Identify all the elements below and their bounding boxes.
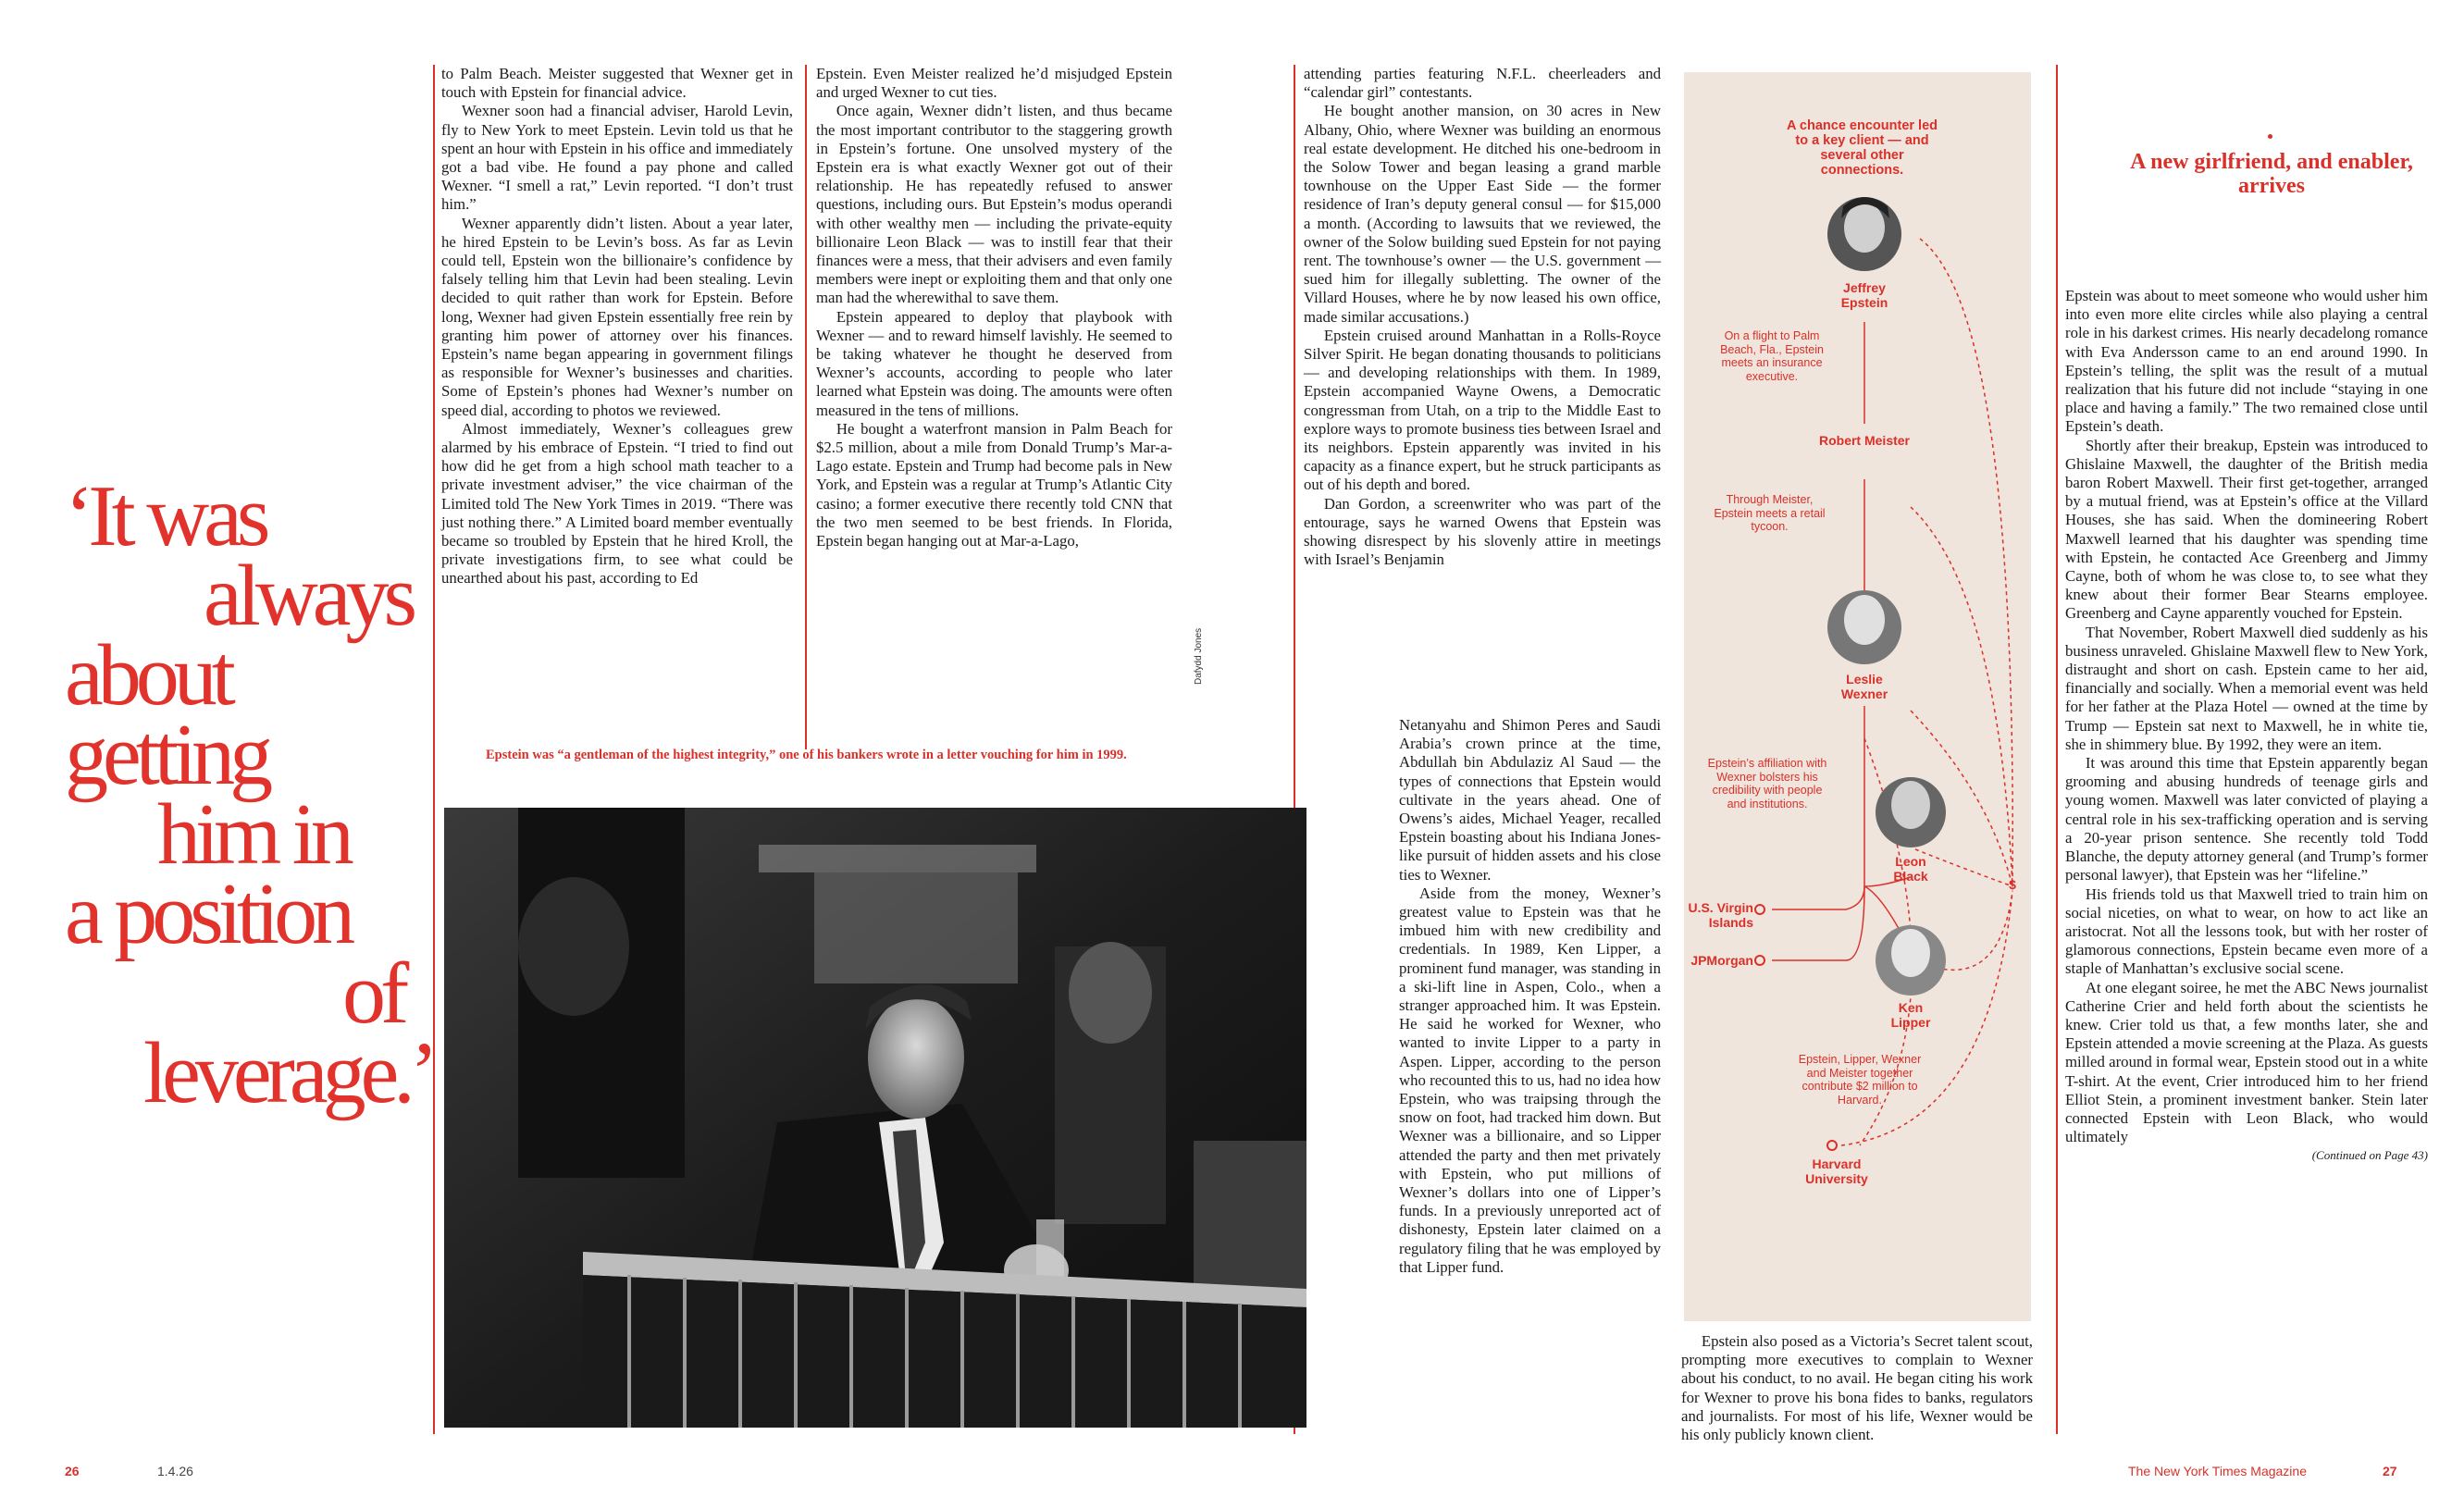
pull-quote-line: leverage.’ bbox=[143, 1025, 434, 1121]
paragraph: Wexner apparently didn’t listen. About a year later, he hired Epstein to be Levin’s boss. As far as Levin could tell, Epstein won the billionaire’s confidence by falsely telling him that Levin had been stealing. Levin decided to quit rather than work for Epstein. Before long, Wexner had given Epstein essentially free rein by granting him power of attorney over his finances. Epstein’s name began appearing in government filings as responsible for Wexner’s businesses and charities. Some of Epstein’s phones had Wexner’s number on speed dial, according to photos we reviewed. bbox=[441, 214, 793, 419]
note-flight: On a flight to Palm Beach, Fla., Epstein meets an insurance executive. bbox=[1720, 329, 1824, 383]
paragraph: Epstein also posed as a Victoria’s Secret talent scout, prompting more executives to complain to Wexner about his conduct, to no avail. He began citing his work for Wexner to prove his bona fides to banks, regulators and journalists. For most of his life, Wexner would be his only publicly known client. bbox=[1681, 1332, 2033, 1444]
photo-image bbox=[444, 808, 1306, 1428]
paragraph: Shortly after their breakup, Epstein was introduced to Ghislaine Maxwell, the daughter of the British media baron Robert Maxwell. Their first get-together, arranged by a mutual friend, was at Epstein’s office at the Villard Houses, she has said. When the domineering Robert Maxwell learned that his daughter was spending time with Epstein, he contacted Ace Greenberg and Jimmy Cayne, both of whom he was close to, to see what they knew about their former Bear Stearns employee. Greenberg and Cayne apparently vouched for Epstein. bbox=[2065, 436, 2428, 623]
issue-date: 1.4.26 bbox=[157, 1464, 193, 1478]
paragraph: Once again, Wexner didn’t listen, and thus became the most important contributor to the staggering growth in Epstein’s fortune. One unsolved mystery of the Epstein era is what exactly Wexner got out of their relationship. He has repeatedly refused to answer questions, including ours. But Epstein’s modus operandi with other wealthy men — including the private-equity billionaire Leon Black — was to instill fear that their finances were a mess, that their advisers and even family members were inept or exploiting them and that only one man had the wherewithal to save them. bbox=[816, 102, 1172, 307]
connections-infographic bbox=[1684, 72, 2031, 1321]
node-jeffrey-epstein: Jeffrey Epstein bbox=[1840, 280, 1888, 310]
publication-name: The New York Times Magazine bbox=[2128, 1464, 2307, 1478]
infobox-continuation bbox=[1681, 1332, 2033, 1444]
section-subhead: A new girlfriend, and enabler, arrives bbox=[2130, 150, 2413, 198]
pull-quote bbox=[65, 468, 434, 1121]
dollar-symbol: $ bbox=[2009, 877, 2016, 892]
article-column-5 bbox=[2065, 287, 2428, 1166]
column-rule bbox=[2056, 65, 2058, 1434]
paragraph: Epstein cruised around Manhattan in a Rolls-Royce Silver Spirit. He began donating thousands to politicians — and developing relationships with them. In 1989, Epstein accompanied Wayne Owens, a Democratic congressman from Utah, on a trip to the Middle East to explore ways to promote business ties between Israel and its neighbors. Epstein apparently was invited in his capacity as a finance expert, but he struck participants as out of his depth and bored. bbox=[1304, 326, 1661, 494]
continued-note: (Continued on Page 43) bbox=[2311, 1148, 2428, 1163]
article-column-1 bbox=[441, 65, 793, 588]
article-column-3-narrow bbox=[1399, 716, 1661, 1277]
paragraph: Dan Gordon, a screenwriter who was part of the entourage, says he warned Owens that Epstein was showing disrespect by his slovenly attire in meetings with Israel’s Benjamin bbox=[1304, 494, 1661, 569]
paragraph: It was around this time that Epstein apparently began grooming and abusing hundreds of teenage girls and young women. Maxwell was later convicted of playing a central role in his sex-trafficking operation and is serving a 20-year prison sentence. She recently told Todd Blanche, the deputy attorney general (and Trump’s former personal lawyer), that Epstein was her “lifeline.” bbox=[2065, 754, 2428, 884]
pull-quote-line: him in bbox=[157, 786, 349, 883]
article-column-3 bbox=[1304, 65, 1661, 569]
node-harvard-university: Harvard University bbox=[1805, 1156, 1868, 1186]
paragraph: to Palm Beach. Meister suggested that Wexner get in touch with Epstein for financial advice. bbox=[441, 65, 793, 102]
paragraph: attending parties featuring N.F.L. cheerleaders and “calendar girl” contestants. bbox=[1304, 65, 1661, 102]
node-robert-meister: Robert Meister bbox=[1818, 433, 1911, 448]
node-us-virgin-islands: U.S. Virgin Islands bbox=[1688, 900, 1753, 930]
paragraph: Almost immediately, Wexner’s colleagues grew alarmed by his embrace of Epstein. “I tried to find out how did he get from a high school math teacher to a private investment adviser,” the vice chairman of the Limited told The New York Times in 2019. “There was just nothing there.” A Limited board member eventually became so troubled by Epstein that he hired Kroll, the private investigations firm, to see what could be unearthed about his past, according to Ed bbox=[441, 419, 793, 588]
paragraph: He bought a waterfront mansion in Palm Beach for $2.5 million, about a mile from Donald Trump’s Mar-a-Lago estate. Epstein and Trump had become pals in New York, and Epstein was a regular at Trump’s Atlantic City casino; a former executive there recently told CNN that the two men seemed to be best friends. In Florida, Epstein began hanging out at Mar-a-Lago, bbox=[816, 419, 1172, 550]
node-jpmorgan: JPMorgan bbox=[1690, 953, 1753, 968]
column-rule bbox=[805, 65, 807, 749]
pull-quote-line: a position bbox=[65, 866, 351, 962]
paragraph: Wexner soon had a financial adviser, Harold Levin, fly to New York to meet Epstein. Levin told us that he spent an hour with Epstein in his office and immediately got a bad vibe. He found a pay phone and called Wexner. “I smell a rat,” Levin reported. “I don’t trust him.” bbox=[441, 102, 793, 214]
paragraph: Epstein. Even Meister realized he’d misjudged Epstein and urged Wexner to cut ties. bbox=[816, 65, 1172, 102]
pull-quote-line: about bbox=[65, 627, 230, 724]
pull-quote-line: getting bbox=[65, 707, 268, 803]
page-number-right: 27 bbox=[2383, 1464, 2397, 1478]
paragraph: That November, Robert Maxwell died suddenly as his business unraveled. Ghislaine Maxwell flew to New York, distraught and short on cash. Epstein came to her aid, financially and socially. When a memorial event was held for her father at the Plaza Hotel — owned at the time by Trump — Epstein sat next to Maxwell, he in white tie, she in shimmery blue. By 1992, they were an item. bbox=[2065, 623, 2428, 753]
article-column-2 bbox=[816, 65, 1172, 550]
paragraph: Epstein was about to meet someone who would usher him into even more elite circles while also playing a central role in his darkest crimes. His nearly decadelong romance with Eva Andersson came to an end around 1990. In Epstein’s telling, the split was the result of a mutual realization that his future did not include “staying in one place and having a family.” The two remained close until Epstein’s death. bbox=[2065, 287, 2428, 436]
paragraph: He bought another mansion, on 30 acres in New Albany, Ohio, where Wexner was building an enormous real estate development. He ditched his one-bedroom in the Solow Tower and began leasing a grand marble townhouse on the Upper East Side — the former residence of Iran’s deputy general consul — for $15,000 a month. (According to lawsuits that we reviewed, the owner of the Solow building sued Epstein for not paying rent. The townhouse’s owner — the U.S. government — sued him for illegally subletting. The owner of the Villard Houses, where he by now leased his own office, made similar accusations.) bbox=[1304, 102, 1661, 326]
note-meister: Through Meister, Epstein meets a retail tycoon. bbox=[1714, 493, 1826, 533]
paragraph: Netanyahu and Shimon Peres and Saudi Arabia’s crown prince at the time, Abdullah bin Abdulaziz Al Saud — the types of connections that Epstein would cultivate in the years ahead. One of Owens’s aides, Michael Yeager, recalled Epstein boasting about his Indiana Jones-like pursuit of hidden assets and his close ties to Wexner. bbox=[1399, 716, 1661, 884]
page-number-left: 26 bbox=[65, 1464, 80, 1478]
column-rule bbox=[433, 65, 435, 1434]
paragraph: At one elegant soiree, he met the ABC News journalist Catherine Crier and held forth about the scientists he knew. Crier told us that, a few months later, she and Epstein attended a movie screening at the Plaza. As guests milled around in formal wear, Epstein stood out in a white T-shirt. At the event, Crier introduced him to her friend Elliot Stein, a prominent investment banker. Stein later connected Epstein with Leon Black, who would ultimately bbox=[2065, 978, 2428, 1146]
pull-quote-line: always bbox=[204, 548, 413, 644]
paragraph: His friends told us that Maxwell tried to train him on social niceties, on what to wear, on how to act like an aristocrat. Not all the lessons took, but with her roster of glamorous connections, Epstein became even more of a staple of Manhattan’s exclusive social scene. bbox=[2065, 884, 2428, 978]
pull-quote-line: ‘It was bbox=[65, 468, 266, 564]
photo-credit: Dafydd Jones bbox=[1194, 627, 1204, 685]
node-leslie-wexner: Leslie Wexner bbox=[1840, 672, 1888, 701]
note-harvard-contribution: Epstein, Lipper, Wexner and Meister together contribute $2 million to Harvard. bbox=[1798, 1053, 1922, 1107]
pull-quote-line: of bbox=[342, 946, 404, 1042]
paragraph: Aside from the money, Wexner’s greatest value to Epstein was that he imbued him with new credibility and credentials. In 1989, Ken Lipper, a prominent fund manager, was standing in a ski-lift line in Aspen, Colo., when a stranger approached him. It was Epstein. He said he worked for Wexner, who wanted to invite Lipper to a party in Aspen. Lipper, according to the person who recounted this to us, had no idea how Epstein, who was traipsing through the snow on foot, had tracked him down. But Wexner was a billionaire, and so Lipper attended the party and then met privately with Epstein, who put millions of Wexner’s dollars into one of Lipper’s funds. In a previously unreported act of dishonesty, Epstein later claimed on a regulatory filing that he was employed by that Lipper fund. bbox=[1399, 884, 1661, 1276]
node-ken-lipper: Ken Lipper bbox=[1890, 1000, 1931, 1030]
paragraph: Epstein appeared to deploy that playbook with Wexner — and to reward himself lavishly. He seemed to be taking whatever he thought he deserved from Wexner’s accounts, according to people who later learned what Epstein was doing. The amounts were often measured in the tens of millions. bbox=[816, 307, 1172, 419]
infographic-title: A chance encounter led to a key client — and several other connections. bbox=[1786, 118, 1938, 178]
subhead-dot bbox=[2268, 134, 2272, 139]
photo-caption: Epstein was “a gentleman of the highest integrity,” one of his bankers wrote in a letter vouching for him in 1999. bbox=[486, 748, 1127, 762]
node-leon-black: Leon Black bbox=[1893, 854, 1928, 884]
note-credibility: Epstein’s affiliation with Wexner bolsters his credibility with people and institutions. bbox=[1707, 757, 1827, 810]
epstein-photo bbox=[444, 808, 1306, 1428]
